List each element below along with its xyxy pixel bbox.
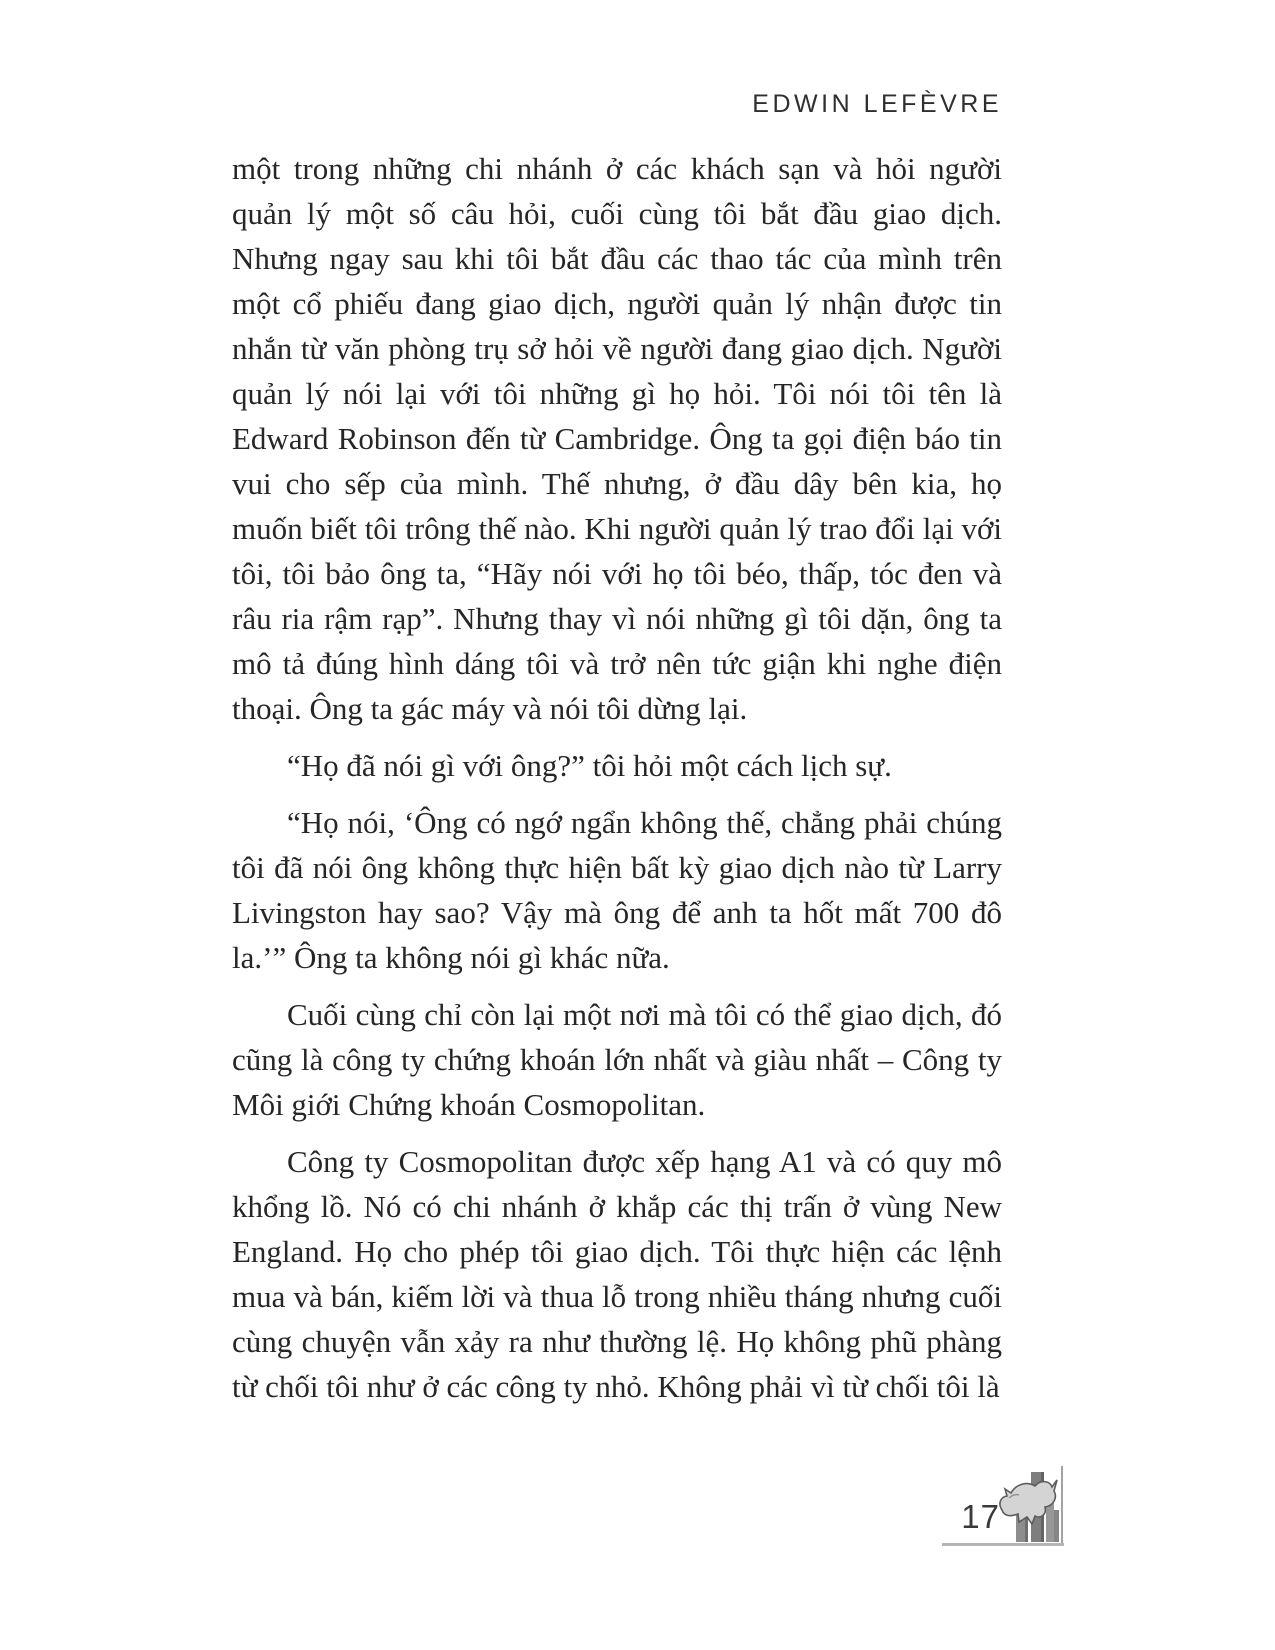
running-header-author: EDWIN LEFÈVRE xyxy=(752,90,1002,118)
paragraph: Cuối cùng chỉ còn lại một nơi mà tôi có thể giao dịch, đó cũng là công ty chứng khoán lớn nhất và giàu nhất – Công ty Môi giới Chứng khoán Cosmopolitan. xyxy=(232,997,1002,1122)
paragraph: “Họ nói, ‘Ông có ngớ ngẩn không thế, chẳng phải chúng tôi đã nói ông không thực hiện bất kỳ giao dịch nào từ Larry Livingston hay sao? Vậy mà ông để anh ta hốt mất 700 đô la.’” Ông ta không nói gì khác nữa. xyxy=(232,805,1002,975)
paragraph: một trong những chi nhánh ở các khách sạn và hỏi người quản lý một số câu hỏi, cuối cùng tôi bắt đầu giao dịch. Nhưng ngay sau khi tôi bắt đầu các thao tác của mình trên một cổ phiếu đang giao dịch, người quản lý nhận được tin nhắn từ văn phòng trụ sở hỏi về người đang giao dịch. Người quản lý nói lại với tôi những gì họ hỏi. Tôi nói tôi tên là Edward Robinson đến từ Cambridge. Ông ta gọi điện báo tin vui cho sếp của mình. Thế nhưng, ở đầu dây bên kia, họ muốn biết tôi trông thế nào. Khi người quản lý trao đổi lại với tôi, tôi bảo ông ta, “Hãy nói với họ tôi béo, thấp, tóc đen và râu ria rậm rạp”. Nhưng thay vì nói những gì tôi dặn, ông ta mô tả đúng hình dáng tôi và trở nên tức giận khi nghe điện thoại. Ông ta gác máy và nói tôi dừng lại. xyxy=(232,151,1002,726)
paragraph: “Họ đã nói gì với ông?” tôi hỏi một cách lịch sự. xyxy=(287,748,892,783)
page-number: 17 xyxy=(961,1498,1000,1535)
body-text xyxy=(232,146,1002,1409)
publisher-bull-chart-logo xyxy=(996,1462,1060,1542)
logo-vertical-rule xyxy=(1061,1466,1063,1543)
paragraph: Công ty Cosmopolitan được xếp hạng A1 và có quy mô khổng lồ. Nó có chi nhánh ở khắp các thị trấn ở vùng New England. Họ cho phép tôi giao dịch. Tôi thực hiện các lệnh mua và bán, kiếm lời và thua lỗ trong nhiều tháng nhưng cuối cùng chuyện vẫn xảy ra như thường lệ. Họ không phũ phàng từ chối tôi như ở các công ty nhỏ. Không phải vì từ chối tôi là xyxy=(232,1144,1002,1404)
page-number-underline-rule xyxy=(942,1543,1064,1546)
